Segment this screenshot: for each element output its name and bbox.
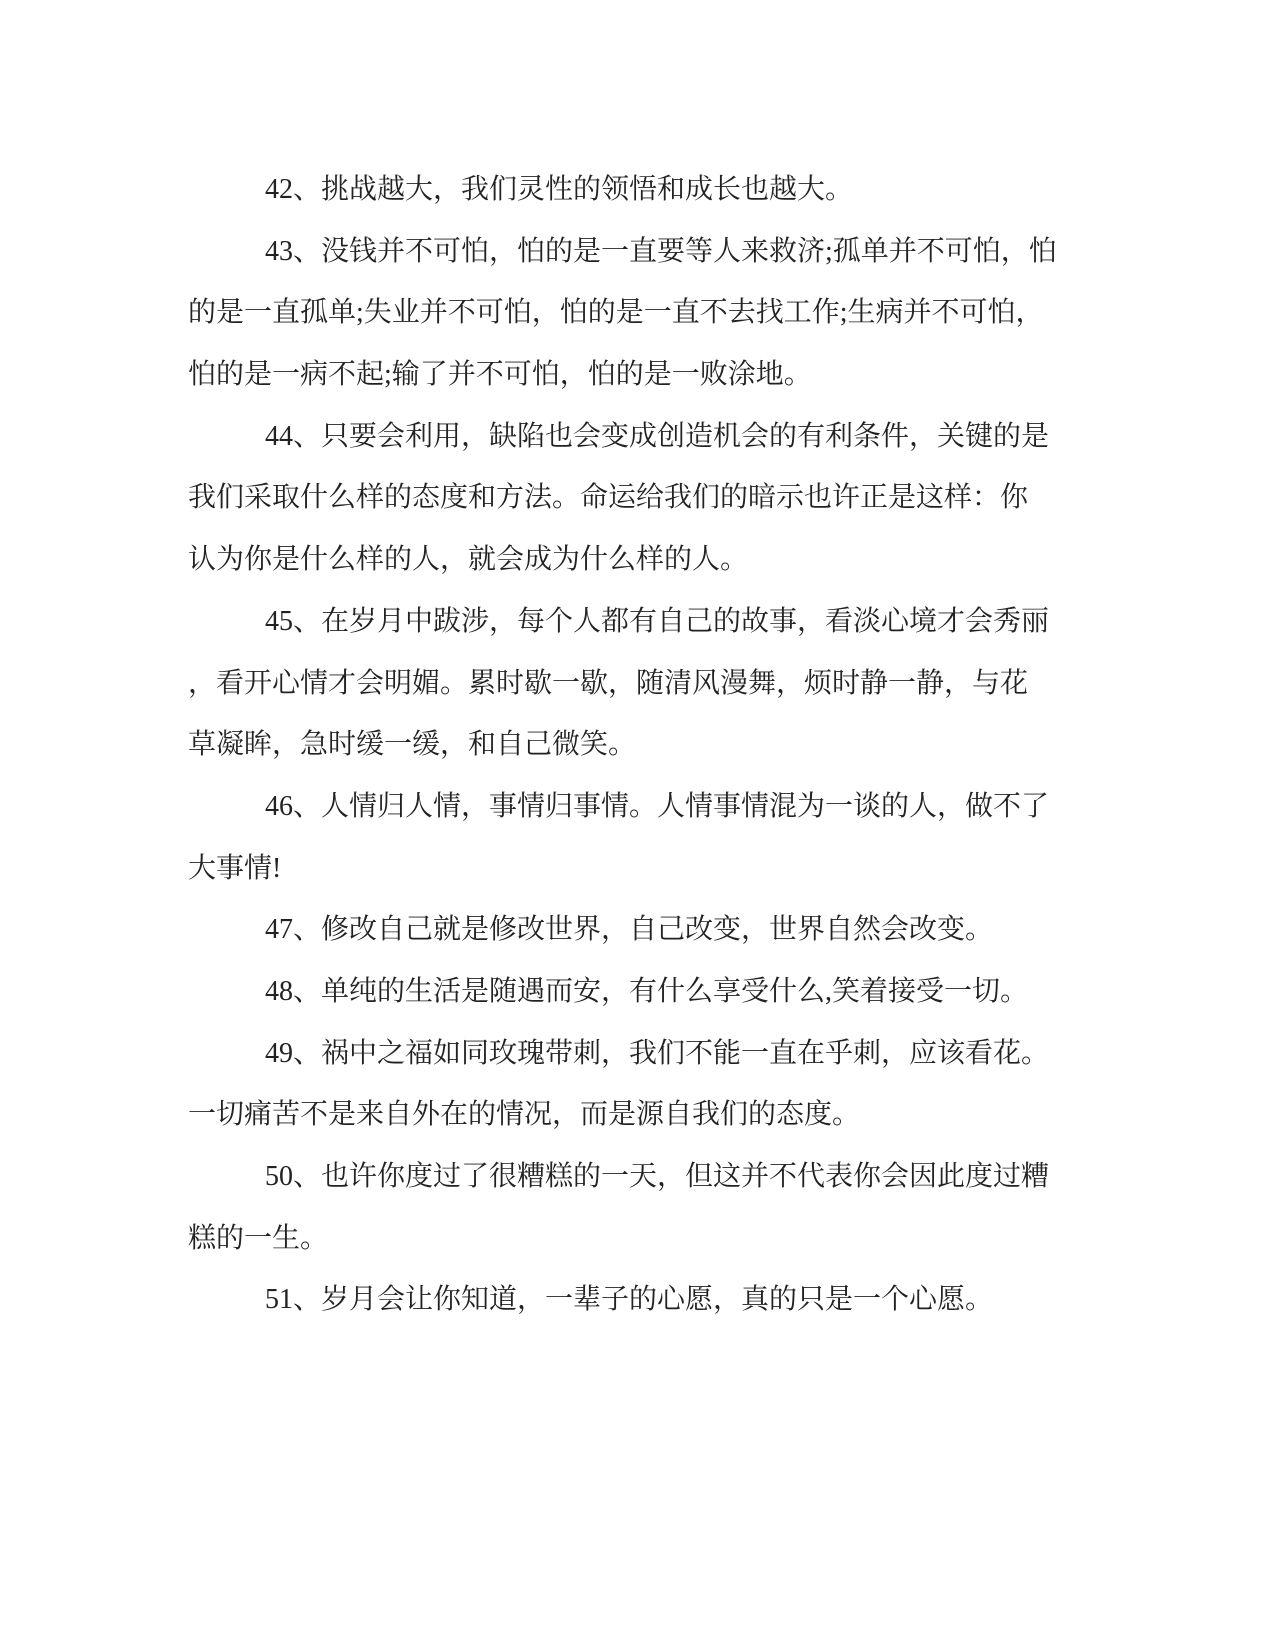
quote-line-start: 49、祸中之福如同玫瑰带刺，我们不能一直在乎刺，应该看花。 <box>265 1037 1050 1069</box>
quote-line-start: 42、挑战越大，我们灵性的领悟和成长也越大。 <box>265 174 854 205</box>
quote-paragraph-47 <box>188 899 1072 961</box>
quote-line-start: 51、岁月会让你知道，一辈子的心愿，真的只是一个心愿。 <box>265 1284 994 1316</box>
quote-paragraph-50 <box>188 1146 1072 1269</box>
quote-line-continuation: 一切痛苦不是来自外在的情况，而是源自我们的态度。 <box>188 1099 861 1131</box>
quote-line-start: 48、单纯的生活是随遇而安，有什么享受什么,笑着接受一切。 <box>265 975 1029 1007</box>
quote-line-continuation: ，看开心情才会明媚。累时歇一歇，随清风漫舞，烦时静一静，与花 <box>188 667 1029 699</box>
quote-line-continuation: 的是一直孤单;失业并不可怕，怕的是一直不去找工作;生病并不可怕， <box>188 297 1044 329</box>
quote-line-start: 43、没钱并不可怕，怕的是一直要等人来救济;孤单并不可怕，怕 <box>265 235 1057 267</box>
quote-line-continuation: 怕的是一病不起;输了并不可怕，怕的是一败涂地。 <box>188 359 812 391</box>
quote-line-continuation: 认为你是什么样的人，就会成为什么样的人。 <box>188 544 749 576</box>
quote-list <box>188 159 1072 1331</box>
quote-paragraph-51 <box>188 1269 1072 1331</box>
quote-paragraph-49 <box>188 1023 1072 1146</box>
quote-paragraph-45 <box>188 591 1072 776</box>
quote-line-start: 45、在岁月中跋涉，每个人都有自己的故事，看淡心境才会秀丽 <box>265 605 1050 637</box>
quote-line-start: 46、人情归人情，事情归事情。人情事情混为一谈的人，做不了 <box>265 790 1050 822</box>
quote-line-continuation: 草凝眸，急时缓一缓，和自己微笑。 <box>188 729 637 761</box>
quote-paragraph-46 <box>188 776 1072 899</box>
quote-line-start: 44、只要会利用，缺陷也会变成创造机会的有利条件，关键的是 <box>265 420 1050 452</box>
quote-paragraph-44 <box>188 406 1072 591</box>
quote-line-start: 50、也许你度过了很糟糕的一天，但这并不代表你会因此度过糟 <box>265 1161 1050 1192</box>
quote-paragraph-48 <box>188 961 1072 1023</box>
quote-line-continuation: 糕的一生。 <box>188 1222 329 1254</box>
quote-paragraph-42 <box>188 159 1072 221</box>
quote-paragraph-43 <box>188 221 1072 406</box>
quote-line-continuation: 我们采取什么样的态度和方法。命运给我们的暗示也许正是这样：你 <box>188 482 1029 514</box>
quote-line-continuation: 大事情! <box>188 852 282 884</box>
quote-line-start: 47、修改自己就是修改世界，自己改变，世界自然会改变。 <box>265 914 994 946</box>
